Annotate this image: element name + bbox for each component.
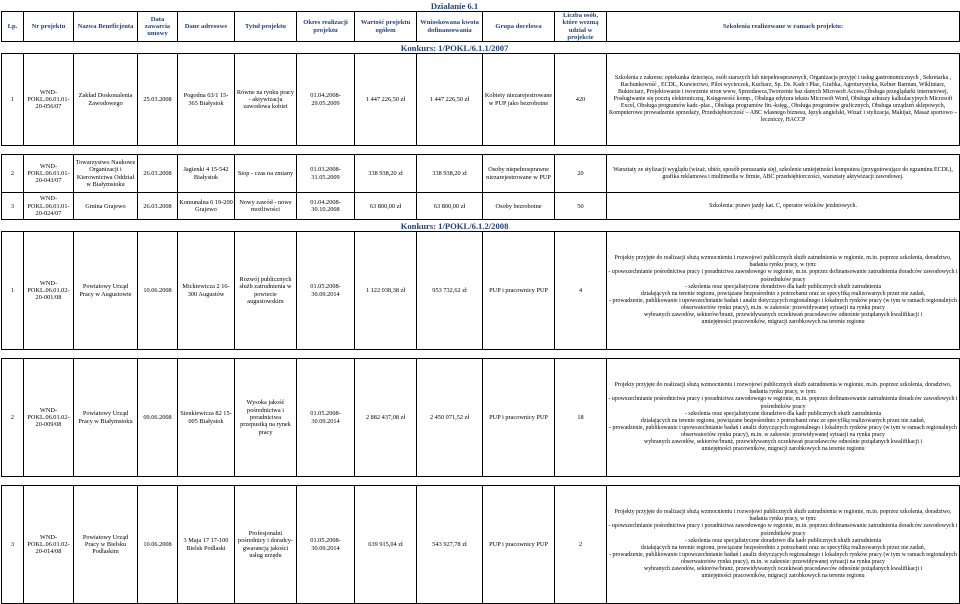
cell-grupa: Osoby niepełnosprawne niezarejestrowane w PUP [483, 155, 555, 193]
cell-okres: 01.05.2008-30.09.2014 [297, 359, 355, 477]
description-line: umiejętności pracowników, migracji zarobkowych na terenie regionu [701, 573, 865, 580]
cell-adres: Mickiewicza 2 16-300 Augustów [178, 232, 235, 350]
col-data: Data zawarcia umowy [138, 12, 178, 42]
cell-szkolenia [607, 359, 960, 477]
description-line: umiejętności pracowników, migracji zarobkowych na terenie regionu [701, 446, 865, 453]
cell-tytul: Wysoka jakość pośrednictwa i poradnictwa przepustką na rynek pracy [235, 359, 297, 477]
description-line: - upowszechnianie pośrednictwa pracy i poradnictwa zawodowego w regionie, m.in. poprzez dofinansowanie zatrudnienia doradców zawodowych i pośredników pracy [608, 396, 958, 410]
cell-grupa: PUP i pracownicy PUP [483, 232, 555, 350]
cell-lp: 2 [2, 155, 24, 193]
row-gap [2, 477, 960, 486]
cell-grupa: Kobiety niezarejestrowane w PUP jako bezrobotne [483, 54, 555, 146]
description-line: - szkolenia oraz specjalistyczne doradztwo dla kadr publicznych służb zatrudnienia [684, 410, 882, 417]
cell-szkolenia: Warsztaty ze stylizacji wyglądu (wizaż, ubiór, sposób poruszania się), szkolenie umiejętności komputera (przygotowujące do egzaminu ECDL), grafika reklamowa i multimedia w firmie, ABC przedsiębiorczości, warsztaty aktywizacji zawodowej. [607, 155, 960, 193]
description-line: - prowadzenie, publikowanie i upowszechnianie badań i analiz dotyczących regionalnego i lokalnych rynków pracy (w tym w ramach regionalnych obserwatoriów rynku pracy), m.in. w zakresie: przewidywanej sytuacji na rynku pracy [609, 424, 957, 438]
cell-beneficjent: Gmina Grajewo [74, 193, 138, 220]
cell-okres: 01.05.2008-30.09.2014 [297, 232, 355, 350]
description-line: działających na terenie regionu, powiązane bezpośrednio z potrzebami oraz ze specyfiką realizowanych przez nie zadań, [640, 417, 926, 424]
cell-kwota: 1 447 226,50 zł [417, 54, 483, 146]
cell-okres: 01.04.2008-30.10.2008 [297, 193, 355, 220]
cell-liczba: 18 [555, 359, 607, 477]
cell-lp: 1 [2, 232, 24, 350]
cell-wartosc: 1 122 038,38 zł [355, 232, 417, 350]
table-row [2, 193, 960, 220]
cell-kwota: 338 938,20 zł [417, 155, 483, 193]
cell-beneficjent: Powiatowy Urząd Pracy w Białymstoku [74, 359, 138, 477]
cell-data: 26.03.2008 [138, 193, 178, 220]
cell-lp: 3 [2, 486, 24, 604]
cell-tytul: Stop - czas na zmiany [235, 155, 297, 193]
konkurs2-spacer-right [555, 220, 960, 232]
cell-wartosc: 63 800,00 zł [355, 193, 417, 220]
cell-nr: WND-POKL.06.01.02-20-009/08 [24, 359, 74, 477]
description-line: działających na terenie regionu, powiązane bezpośrednio z potrzebami oraz ze specyfiką realizowanych przez nie zadań, [640, 544, 926, 551]
cell-beneficjent: Powiatowy Urząd Pracy w Augustowie [74, 232, 138, 350]
cell-szkolenia [607, 486, 960, 604]
cell-szkolenia: Szkolenia z zakresu: opiekunka dziecięca, osób starszych lub niepełnosprawnych, Organizacja przyjęć i usług gastronomicznych , Sekretarka , Rachunkowość , ECDL, Krawiectwo, Pilot wycieczek, Kucharz, Sp. Ds. Kadr i Płac, Grafika, Agroturystyka, Kelner Barman, Wikliniarz, Bukieciarz, Projektowanie i tworzenie stron www, Sprzedawca,Tworzenie baz danych Microsoft Access,Obsługa przeglądarki internetowej, Posługiwanie się pocztą elektroniczną, Księgowość komp., Obsługa edytora tekstu Microsoft Word, Obsługa arkuszy kalkulacyjnych Microsoft Excel, Obsługa programów kadr.-płac., Obsługa programów fin.-księg., Obsługa programów graficznych, Obsługa urządzeń sklepowych, Komputerowe prowadzenie sprzedaży, Przedsiębiorczość – ABC własnego biznesu, Język angielski, Wizaż i stylizacja, Makijaż, Masaż sportowo – leczniczy, HACCP [607, 54, 960, 146]
col-tytul: Tytuł projektu [235, 12, 297, 42]
table-row [2, 359, 960, 477]
cell-liczba: 2 [555, 486, 607, 604]
konkurs1-spacer [2, 42, 355, 54]
table-row [2, 232, 960, 350]
cell-nr: WND-POKL.06.01.02-20-001/08 [24, 232, 74, 350]
description-line: wybranych zawodów, sektorów/branż, przewidywanych oczekiwań pracodawców odnośnie pożądanych kwalifikacji i [643, 311, 923, 318]
cell-nr: WND-POKL.06.01.01-20-056/07 [24, 54, 74, 146]
table-row [2, 155, 960, 193]
cell-grupa: PUP i pracownicy PUP [483, 486, 555, 604]
cell-tytul: Profesjonalni pośrednicy i doradcy-gwarancją jakości usług urzędu [235, 486, 297, 604]
description-line: działających na terenie regionu, powiązane bezpośrednio z potrzebami oraz ze specyfiką realizowanych przez nie zadań, [640, 290, 926, 297]
description-line: wybranych zawodów, sektorów/branż, przewidywanych oczekiwań pracodawców odnośnie pożądanych kwalifikacji i [643, 438, 923, 445]
cell-wartosc: 338 938,20 zł [355, 155, 417, 193]
cell-data: 26.03.2008 [138, 155, 178, 193]
header-spacer [2, 0, 355, 12]
cell-lp: 2 [2, 359, 24, 477]
description-line: - upowszechnianie pośrednictwa pracy i poradnictwa zawodowego w regionie, m.in. poprzez dofinansowanie zatrudnienia doradców zawodowych i pośredników pracy [608, 269, 958, 283]
cell-kwota: 63 800,00 zł [417, 193, 483, 220]
description-line: - prowadzenie, publikowanie i upowszechnianie badań i analiz dotyczących regionalnego i lokalnych rynków pracy (w tym w ramach regionalnych obserwatoriów rynku pracy), m.in. w zakresie: przewidywanej sytuacji na rynku pracy [609, 297, 957, 311]
cell-liczba: 50 [555, 193, 607, 220]
cell-okres: 01.03.2008-31.05.2009 [297, 155, 355, 193]
cell-data: 09.06.2008 [138, 359, 178, 477]
description-line: - prowadzenie, publikowanie i upowszechnianie badań i analiz dotyczących regionalnego i lokalnych rynków pracy (w tym w ramach regionalnych obserwatoriów rynku pracy), m.in. w zakresie: przewidywanej sytuacji na rynku pracy [609, 551, 957, 565]
col-kwota: Wnioskowana kwota dofinansowania [417, 12, 483, 42]
cell-grupa: PUP i pracownicy PUP [483, 359, 555, 477]
cell-tytul: Rozwój publicznych służb zatrudnienia w powiecie augustowskim [235, 232, 297, 350]
header-spacer-right [555, 0, 960, 12]
col-adres: Dane adresowe [178, 12, 235, 42]
cell-wartosc: 1 447 226,50 zł [355, 54, 417, 146]
dzialanie-banner: Działanie 6.1 [430, 0, 479, 11]
cell-adres: Pogodna 63/1 15-365 Białystok [178, 54, 235, 146]
description-line: wybranych zawodów, sektorów/branż, przewidywanych oczekiwań pracodawców odnośnie pożądanych kwalifikacji i [643, 565, 923, 572]
cell-wartosc: 2 882 437,08 zł [355, 359, 417, 477]
cell-szkolenia [607, 232, 960, 350]
cell-adres: Jagienki 4 15-542 Białystok [178, 155, 235, 193]
cell-okres: 01.04.2008-29.05.2009 [297, 54, 355, 146]
cell-okres: 01.05.2008-30.09.2014 [297, 486, 355, 604]
konkurs2-spacer [2, 220, 355, 232]
cell-grupa: Osoby bezrobotne [483, 193, 555, 220]
cell-data: 10.06.2008 [138, 232, 178, 350]
row-gap [2, 350, 960, 359]
projects-table [1, 0, 960, 604]
table-row [2, 54, 960, 146]
cell-wartosc: 639 915,04 zł [355, 486, 417, 604]
cell-liczba: 4 [555, 232, 607, 350]
cell-nr: WND-POKL.06.01.02-20-014/08 [24, 486, 74, 604]
table-row [2, 486, 960, 604]
col-okres: Okres realizacji projektu [297, 12, 355, 42]
cell-lp: 1 [2, 54, 24, 146]
cell-tytul: Nowy zawód - nowe możliwości [235, 193, 297, 220]
cell-adres: 3 Maja 17 17-100 Bielsk Podlaski [178, 486, 235, 604]
cell-beneficjent: Zakład Doskonalenia Zawodowego [74, 54, 138, 146]
col-szkolenia: Szkolenia realizowane w ramach projektu: [607, 12, 960, 42]
cell-kwota: 2 450 071,52 zł [417, 359, 483, 477]
cell-kwota: 543 927,78 zł [417, 486, 483, 604]
description-line: Projekty przyjęte do realizacji służą wzmocnieniu i rozwojowi publicznych służb zatrudnienia w regionie, m.in. poprzez szkolenia, doradztwo, badania rynku pracy, w tym: [614, 509, 952, 523]
cell-tytul: Równe na rynku pracy - aktywizacja zawodowa kobiet [235, 54, 297, 146]
description-line: Projekty przyjęte do realizacji służą wzmocnieniu i rozwojowi publicznych służb zatrudnienia w regionie, m.in. poprzez szkolenia, doradztwo, badania rynku pracy, w tym: [614, 255, 952, 269]
col-grupa: Grupa docelowa [483, 12, 555, 42]
col-beneficjent: Nazwa Beneficjenta [74, 12, 138, 42]
col-lp: Lp. [2, 12, 24, 42]
cell-nr: WND-POKL.06.01.01-20-024/07 [24, 193, 74, 220]
cell-adres: Komunalna 6 19-200 Grajewo [178, 193, 235, 220]
description-line: umiejętności pracowników, migracji zarobkowych na terenie regionu [701, 319, 865, 326]
cell-data: 25.03.2008 [138, 54, 178, 146]
cell-adres: Sienkiewicza 82 15-005 Białystok [178, 359, 235, 477]
cell-beneficjent: Powiatowy Urząd Pracy w Bielsku Podlaskim [74, 486, 138, 604]
konkurs1-banner: Konkurs: 1/POKL/6.1.1/2007 [355, 42, 555, 54]
row-gap [2, 146, 960, 155]
cell-kwota: 953 732,62 zł [417, 232, 483, 350]
cell-nr: WND-POKL.06.01.01-20-043/07 [24, 155, 74, 193]
col-wartosc: Wartość projektu ogółem [355, 12, 417, 42]
cell-beneficjent: Towarzystwo Naukowe Organizacji i Kierownictwa Oddział w Białymstoku [74, 155, 138, 193]
description-line: Projekty przyjęte do realizacji służą wzmocnieniu i rozwojowi publicznych służb zatrudnienia w regionie, m.in. poprzez szkolenia, doradztwo, badania rynku pracy, w tym: [614, 382, 952, 396]
cell-data: 10.06.2008 [138, 486, 178, 604]
description-line: - szkolenia oraz specjalistyczne doradztwo dla kadr publicznych służb zatrudnienia [684, 537, 882, 544]
cell-szkolenia: Szkolenia: prawo jazdy kat. C, operator wózków jezdniowych. [607, 193, 960, 220]
cell-lp: 3 [2, 193, 24, 220]
konkurs2-banner: Konkurs: 1/POKL/6.1.2/2008 [400, 220, 509, 231]
col-liczba: Liczba osób, które wezmą udział w projekcie [555, 12, 607, 42]
cell-liczba: 420 [555, 54, 607, 146]
description-line: - szkolenia oraz specjalistyczne doradztwo dla kadr publicznych służb zatrudnienia [684, 283, 882, 290]
konkurs1-spacer-right [555, 42, 960, 54]
cell-liczba: 20 [555, 155, 607, 193]
description-line: - upowszechnianie pośrednictwa pracy i poradnictwa zawodowego w regionie, m.in. poprzez dofinansowanie zatrudnienia doradców zawodowych i pośredników pracy [608, 523, 958, 537]
col-nr: Nr projektu [24, 12, 74, 42]
